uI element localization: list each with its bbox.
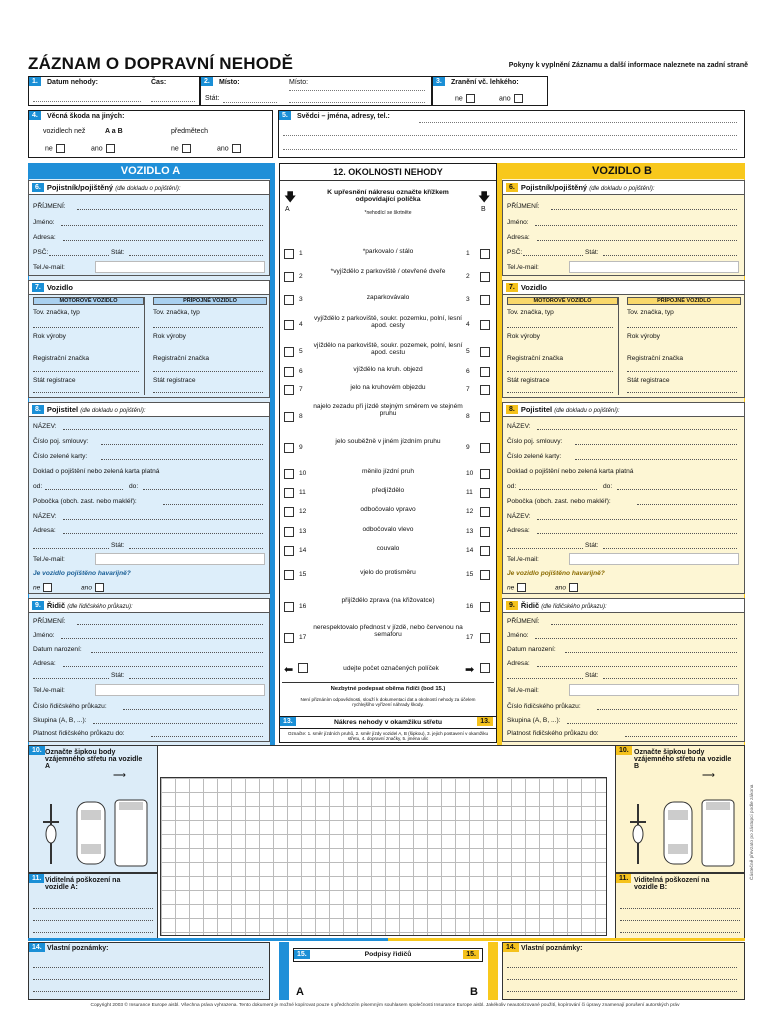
driver-tel-a[interactable]	[95, 684, 265, 696]
casco-b-yes[interactable]	[569, 583, 578, 592]
impact-a: 10. Označte šipkou body vzájemného střetu na vozidle A ⟶	[28, 745, 158, 873]
section-damage: 4. Věcná škoda na jiných: vozidlech než A a B předmětech ne ano ne ano	[28, 110, 273, 158]
circumstance-2-b-checkbox[interactable]	[480, 272, 490, 282]
vehicle-b-header: VOZIDLO B	[499, 163, 745, 179]
circumstance-9-a-number: 9	[299, 444, 303, 451]
notes-a: 14. Vlastní poznámky:	[28, 942, 270, 1000]
injury-yes-checkbox[interactable]	[514, 94, 523, 103]
arrow-right-icon: ➡	[465, 664, 475, 676]
signature-b-label: B	[470, 986, 478, 998]
vehicle-a-header: VOZIDLO A	[28, 163, 273, 179]
footer-copyright: Copyright 2003 © Insurance Europe aisbl. Všechna práva vyhrazena. Tento dokument je možné kopírovat pouze s předchozím písemným souhlasem společnosti Insurance Europe aisbl. Jakékoliv neautorizované použití, kopírování či úpravy znamenají porušení autorských práv	[90, 1003, 680, 1008]
circumstance-11-b-checkbox[interactable]	[480, 488, 490, 498]
damage-vehicles-yes-checkbox[interactable]	[106, 144, 115, 153]
circumstance-2-a-checkbox[interactable]	[284, 272, 294, 282]
circumstance-5-label: vjíždělo na parkoviště, soukr. pozemek, polní, lesní apod. cestu	[313, 342, 463, 356]
damage-a: 11. Viditelná poškození na vozidle A:	[28, 873, 158, 939]
circumstance-8-b-checkbox[interactable]	[480, 412, 490, 422]
circumstance-4-b-checkbox[interactable]	[480, 320, 490, 330]
circumstance-5-b-checkbox[interactable]	[480, 347, 490, 357]
circumstance-9-a-checkbox[interactable]	[284, 443, 294, 453]
injury-no-checkbox[interactable]	[466, 94, 475, 103]
vehicle-diagram-b-icon	[620, 794, 740, 870]
circumstance-16-b-number: 16	[466, 603, 474, 610]
circumstance-12-a-number: 12	[299, 508, 307, 515]
arrow-down-b-icon: 🡇	[478, 190, 491, 204]
vehicle-section-a: 7. Vozidlo MOTOROVÉ VOZIDLO Tov. značka, typ Rok výroby Registrační značka Stát registrace PŘÍPOJNÉ VOZIDLO Tov. značka, typ Rok výroby Registrační značka Stát registrace	[28, 280, 270, 398]
circumstance-14-label: couvalo	[376, 545, 400, 552]
page-title: ZÁZNAM O DOPRAVNÍ NEHODĚ	[28, 54, 294, 73]
circumstance-17-label: nerespektovalo přednost v jízdě, nebo červenou na semaforu	[313, 624, 463, 638]
signature-a-field[interactable]	[308, 966, 388, 996]
circumstance-16-a-checkbox[interactable]	[284, 602, 294, 612]
circumstance-1-b-number: 1	[466, 250, 470, 257]
circumstance-17-b-number: 17	[466, 634, 474, 641]
circumstance-8-label: najelo zezadu při jízdě stejným směrem ve stejném pruhu	[313, 403, 463, 417]
circumstance-8-b-number: 8	[466, 413, 470, 420]
damage-vehicles-no: ne	[45, 144, 65, 153]
insurer-tel-b[interactable]	[569, 553, 739, 565]
damage-objects-yes: ano	[217, 144, 241, 153]
circumstance-9-b-checkbox[interactable]	[480, 443, 490, 453]
circumstance-14-a-number: 14	[299, 547, 307, 554]
sketch-header: 13. Nákres nehody v okamžiku střetu 13.	[279, 716, 497, 729]
circumstance-10-a-number: 10	[299, 470, 307, 477]
circumstance-10-b-number: 10	[466, 470, 474, 477]
arrow-right-icon: ⟶	[702, 770, 715, 780]
arrow-left-icon: ⬅	[284, 664, 294, 676]
section-injury: 3. Zranění vč. lehkého: ne ano	[432, 76, 548, 106]
circumstance-1-b-checkbox[interactable]	[480, 249, 490, 259]
circumstance-16-label: přijíždělo zprava (na křižovatce)	[341, 597, 435, 604]
circumstance-14-b-checkbox[interactable]	[480, 546, 490, 556]
circumstance-15-label: vjelo do protisměru	[360, 569, 416, 576]
casco-b-no[interactable]	[517, 583, 526, 592]
circumstance-16-a-number: 16	[299, 603, 307, 610]
section-witnesses: 5. Svědci – jména, adresy, tel.:	[278, 110, 745, 158]
circumstance-12-b-checkbox[interactable]	[480, 507, 490, 517]
circumstance-13-a-number: 13	[299, 528, 307, 535]
instructions-hint: Pokyny k vyplnění Záznamu a další informace naleznete na zadní straně	[508, 62, 748, 69]
circumstance-6-a-checkbox[interactable]	[284, 367, 294, 377]
insurer-a: 8. Pojistitel (dle dokladu o pojištění): NÁZEV: Číslo poj. smlouvy: Číslo zelené karty: Doklad o pojištění nebo zelená karta platná od: do: Pobočka (obch. zast. nebo makléř): NÁZEV: Adresa: Stát: Tel./e-mail: Je vozidlo pojištěno havarijně? ne ano	[28, 402, 270, 594]
circumstance-13-a-checkbox[interactable]	[284, 527, 294, 537]
circumstance-7-a-number: 7	[299, 386, 303, 393]
damage-b: 11. Viditelná poškození na vozidle B:	[615, 873, 745, 939]
tel-input-a[interactable]	[95, 261, 265, 273]
circumstance-6-b-checkbox[interactable]	[480, 367, 490, 377]
section-place: 2. Místo: Stát: Místo:	[200, 76, 432, 106]
damage-vehicles-yes: ano	[91, 144, 115, 153]
circumstance-15-b-number: 15	[466, 571, 474, 578]
circumstance-3-label: zaparkovávalo	[366, 294, 410, 301]
circumstance-3-b-checkbox[interactable]	[480, 295, 490, 305]
section-date: 1. Datum nehody: Čas:	[28, 76, 200, 106]
impact-b: 10. Označte šipkou body vzájemného střetu na vozidle B ⟶	[615, 745, 745, 873]
circumstance-6-a-number: 6	[299, 368, 303, 375]
circumstance-14-b-number: 14	[466, 547, 474, 554]
circumstance-12-b-number: 12	[466, 508, 474, 515]
circumstance-1-a-checkbox[interactable]	[284, 249, 294, 259]
circumstance-11-b-number: 11	[466, 489, 473, 496]
circumstance-11-label: předjíždělo	[371, 487, 405, 494]
circumstance-8-a-number: 8	[299, 413, 303, 420]
circumstance-7-b-checkbox[interactable]	[480, 385, 490, 395]
circumstance-9-label: jelo souběžně v jiném jízdním pruhu	[335, 438, 441, 445]
circumstance-5-a-checkbox[interactable]	[284, 347, 294, 357]
circumstance-4-a-checkbox[interactable]	[284, 320, 294, 330]
circumstance-9-b-number: 9	[466, 444, 470, 451]
policyholder-a: 6. Pojistník/pojištěný (dle dokladu o pojištění): PŘÍJMENÍ: Jméno: Adresa: PSČ: Stát: Tel./e-mail:	[28, 180, 270, 276]
arrow-right-icon: ⟶	[113, 770, 126, 780]
circumstance-13-b-number: 13	[466, 528, 474, 535]
circumstance-15-a-checkbox[interactable]	[284, 570, 294, 580]
damage-vehicles-no-checkbox[interactable]	[56, 144, 65, 153]
circumstance-10-label: měnilo jízdní pruh	[361, 468, 415, 475]
circumstance-7-b-number: 7	[466, 386, 470, 393]
circumstance-6-b-number: 6	[466, 368, 470, 375]
circumstance-10-a-checkbox[interactable]	[284, 469, 294, 479]
circumstance-5-b-number: 5	[466, 348, 470, 355]
circumstance-1-a-number: 1	[299, 250, 303, 257]
circumstance-17-a-number: 17	[299, 634, 307, 641]
circumstance-2-label: *vyjíždělo z parkoviště / otevřené dveře	[330, 268, 446, 275]
injury-no-label: ne	[455, 94, 475, 103]
circumstance-15-a-number: 15	[299, 571, 307, 578]
circumstance-17-a-checkbox[interactable]	[284, 633, 294, 643]
circumstances-panel: 12. OKOLNOSTI NEHODY	[279, 163, 497, 743]
insurer-tel-a[interactable]	[95, 553, 265, 565]
vehicle-diagram-a-icon	[33, 794, 153, 870]
vehicle-section-b: 7. Vozidlo MOTOROVÉ VOZIDLO Tov. značka, typ Rok výroby Registrační značka Stát registrace PŘÍPOJNÉ VOZIDLO Tov. značka, typ Rok výroby Registrační značka Stát registrace	[502, 280, 745, 398]
circumstance-4-b-number: 4	[466, 321, 470, 328]
casco-a-yes[interactable]	[95, 583, 104, 592]
circumstance-4-a-number: 4	[299, 321, 303, 328]
damage-objects-no: ne	[171, 144, 191, 153]
insurer-b: 8. Pojistitel (dle dokladu o pojištění): NÁZEV: Číslo poj. smlouvy: Číslo zelené karty: Doklad o pojištění nebo zelená karta platná od: do: Pobočka (obch. zast. nebo makléř): NÁZEV: Adresa: Stát: Tel./e-mail: Je vozidlo pojištěno havarijně? ne ano	[502, 402, 745, 594]
circumstance-3-b-number: 3	[466, 296, 470, 303]
count-b-checkbox[interactable]	[480, 663, 490, 673]
circumstance-12-label: odbočovalo vpravo	[360, 506, 416, 513]
circumstance-2-b-number: 2	[466, 273, 470, 280]
count-a-checkbox[interactable]	[298, 663, 308, 673]
circumstance-16-b-checkbox[interactable]	[480, 602, 490, 612]
arrow-down-a-icon: 🡇	[284, 190, 297, 204]
circumstance-1-label: *parkovalo / stálo	[362, 248, 414, 255]
damage-objects-no-checkbox[interactable]	[182, 144, 191, 153]
driver-a: 9. Řidič (dle řidičského průkazu): PŘÍJMENÍ: Jméno: Datum narození: Adresa: Stát: Tel./e-mail: Číslo řidičského průkazu: Skupina (A, B, ...): Platnost řidičského průkazu do:	[28, 598, 270, 742]
circumstance-2-a-number: 2	[299, 273, 303, 280]
circumstance-8-a-checkbox[interactable]	[284, 412, 294, 422]
circumstance-6-label: vjíždělo na kruh. objezd	[353, 366, 423, 373]
side-note: Částečně převzato po zástupci podle zákona	[750, 784, 755, 880]
circumstance-17-b-checkbox[interactable]	[480, 633, 490, 643]
circumstance-3-a-checkbox[interactable]	[284, 295, 294, 305]
circumstance-7-a-checkbox[interactable]	[284, 385, 294, 395]
circumstance-12-a-checkbox[interactable]	[284, 507, 294, 517]
signatures-header: 15. Podpisy řidičů 15.	[293, 948, 483, 962]
circumstance-4-label: vyjíždělo z parkoviště, soukr. pozemku, polní, lesní apod. cesty	[313, 315, 463, 329]
circumstance-13-b-checkbox[interactable]	[480, 527, 490, 537]
damage-objects-yes-checkbox[interactable]	[232, 144, 241, 153]
policyholder-b: 6. Pojistník/pojištěný (dle dokladu o pojištění): PŘÍJMENÍ: Jméno: Adresa: PSČ: Stát: Tel./e-mail:	[502, 180, 745, 276]
sketch-grid[interactable]	[160, 777, 607, 936]
circumstance-14-a-checkbox[interactable]	[284, 546, 294, 556]
circumstance-11-a-number: 11	[299, 489, 306, 496]
signature-a-label: A	[296, 986, 304, 998]
driver-b: 9. Řidič (dle řidičského průkazu): PŘÍJMENÍ: Jméno: Datum narození: Adresa: Stát: Tel./e-mail: Číslo řidičského průkazu: Skupina (A, B, ...): Platnost řidičského průkazu do:	[502, 598, 745, 742]
casco-a-no[interactable]	[43, 583, 52, 592]
circumstance-5-a-number: 5	[299, 348, 303, 355]
circumstance-11-a-checkbox[interactable]	[284, 488, 294, 498]
driver-tel-b[interactable]	[569, 684, 739, 696]
circumstance-3-a-number: 3	[299, 296, 303, 303]
circumstance-7-label: jelo na kruhovém objezdu	[350, 384, 426, 391]
circumstance-13-label: odbočovalo vlevo	[362, 526, 414, 533]
injury-yes-label: ano	[499, 94, 523, 103]
circumstance-10-b-checkbox[interactable]	[480, 469, 490, 479]
notes-b: 14. Vlastní poznámky:	[502, 942, 745, 1000]
circumstance-15-b-checkbox[interactable]	[480, 570, 490, 580]
signature-b-field[interactable]	[388, 966, 468, 996]
tel-input-b[interactable]	[569, 261, 739, 273]
